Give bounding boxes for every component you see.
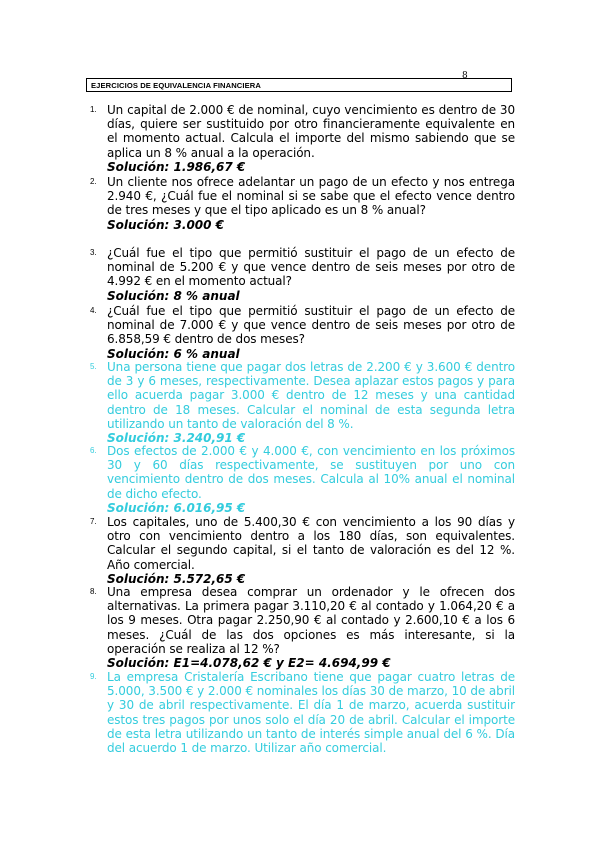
exercise-solution: Solución: 6.016,95 € <box>107 500 246 515</box>
exercise-text: Una empresa desea comprar un ordenador y le ofrecen dos alternativas. La primera pagar 3.110,20 € al contado y 1.064,20 € a los 9 meses. Otra pagar 2.250,90 € al contado y 2.600,10 € a los 6 meses. ¿Cuál de las dos opciones es más interesante, si la operación se realiza al 12 %? <box>107 585 515 656</box>
exercise-3 <box>90 246 515 303</box>
exercise-text: La empresa Cristalería Escribano tiene que pagar cuatro letras de 5.000, 3.500 € y 2.000 € nominales los días 30 de marzo, 10 de abril y 30 de abril respectivamente. El día 1 de marzo, acuerda sustituir estos tres pagos por unos solo el día 20 de abril. Calcular el importe de esta letra utilizando un tanto de interés simple anual del 6 %. Día del acuerdo 1 de marzo. Utilizar año comercial. <box>107 670 515 756</box>
exercise-number: 4. <box>90 306 97 315</box>
exercise-number: 7. <box>90 517 97 526</box>
exercise-text: ¿Cuál fue el tipo que permitió sustituir el pago de un efecto de nominal de 7.000 € y que vence dentro de seis meses por otro de 6.858,59 € dentro de dos meses? <box>107 304 515 347</box>
exercise-solution: Solución: 3.000 € <box>107 217 225 232</box>
exercise-5 <box>90 360 515 445</box>
exercise-solution: Solución: 5.572,65 € <box>107 571 246 586</box>
exercise-solution: Solución: 1.986,67 € <box>107 159 246 174</box>
exercise-text: Dos efectos de 2.000 € y 4.000 €, con vencimiento en los próximos 30 y 60 días respectivamente, se sustituyen por uno con vencimiento dentro de dos meses. Calcula al 10% anual el nominal de dicho efecto. <box>107 444 515 501</box>
exercise-number: 9. <box>90 672 97 681</box>
exercise-2 <box>90 175 515 232</box>
section-header: EJERCICIOS DE EQUIVALENCIA FINANCIERA <box>86 78 512 92</box>
exercise-7 <box>90 515 515 586</box>
exercise-number: 5. <box>90 362 97 371</box>
exercise-text: Una persona tiene que pagar dos letras de 2.200 € y 3.600 € dentro de 3 y 6 meses, respectivamente. Desea aplazar estos pagos y para ello acuerda pagar 3.000 € dentro de 12 meses y una cantidad dentro de 18 meses. Calcular el nominal de esta segunda letra utilizando un tanto de valoración del 8 %. <box>107 360 515 431</box>
exercise-4 <box>90 304 515 361</box>
exercise-solution: Solución: 6 % anual <box>107 346 240 361</box>
exercise-6 <box>90 444 515 515</box>
page-number: 8 <box>462 71 468 81</box>
exercise-number: 8. <box>90 587 97 596</box>
exercise-text: Un capital de 2.000 € de nominal, cuyo vencimiento es dentro de 30 días, quiere ser sustituido por otro financieramente equivalente en el momento actual. Calcula el importe del mismo sabiendo que se aplica un 8 % anual a la operación. <box>107 103 515 160</box>
exercise-number: 3. <box>90 248 97 257</box>
exercise-solution: Solución: E1=4.078,62 € y E2= 4.694,99 € <box>107 656 391 671</box>
exercise-solution: Solución: 3.240,91 € <box>107 431 246 446</box>
exercise-text: Un cliente nos ofrece adelantar un pago de un efecto y nos entrega 2.940 €, ¿Cuál fue el nominal si se sabe que el efecto vence dentro de tres meses y que el tipo aplicado es un 8 % anual? <box>107 175 515 218</box>
exercise-1 <box>90 103 515 174</box>
exercise-number: 1. <box>90 105 97 114</box>
exercise-number: 2. <box>90 177 97 186</box>
exercise-8 <box>90 585 515 670</box>
exercise-text: Los capitales, uno de 5.400,30 € con vencimiento a los 90 días y otro con vencimiento dentro a los 180 días, son equivalentes. Calcular el segundo capital, si el tanto de valoración es del 12 %. Año comercial. <box>107 515 515 572</box>
exercise-number: 6. <box>90 446 97 455</box>
exercise-9 <box>90 670 515 755</box>
exercise-text: ¿Cuál fue el tipo que permitió sustituir el pago de un efecto de nominal de 5.200 € y que vence dentro de seis meses por otro de 4.992 € en el momento actual? <box>107 246 515 289</box>
exercise-solution: Solución: 8 % anual <box>107 288 240 303</box>
